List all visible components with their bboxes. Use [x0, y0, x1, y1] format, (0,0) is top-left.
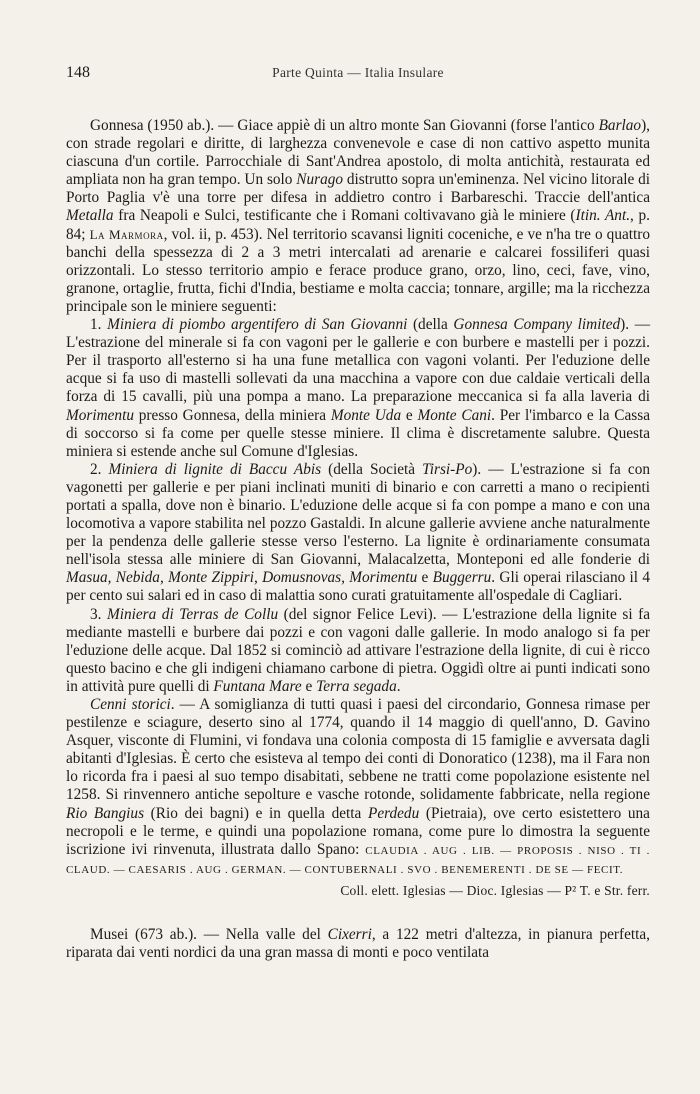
page-header	[66, 64, 650, 86]
page-body	[66, 117, 650, 962]
page-number: 148	[66, 64, 90, 81]
mine-3-paragraph: 3. Miniera di Terras de Collu (del signor Felice Levi). — L'estrazione della lignite si fa mediante mastelli e burbere dai pozzi e con vagoni dalle gallerie. In modo analogo si fa per l'eduzione delle acque. Dal 1852 si cominciò ad attivare l'estrazione della lignite, di cui è ricco questo bacino e che gli indigeni chiamano carbone di pietra. Oggidì oltre ai punti indicati sono in attività pure quelli di Funtana Mare e Terra segada.	[66, 605, 650, 695]
musei-paragraph: Musei (673 ab.). — Nella valle del Cixerri, a 122 metri d'altezza, in pianura perfetta, riparata dai venti nordici da una gran massa di monti e poco ventilata	[66, 926, 650, 962]
mine-2-paragraph: 2. Miniera di lignite di Baccu Abis (della Società Tirsi-Po). — L'estrazione si fa con vagonetti per gallerie e per piani inclinati muniti di binario e con carretti a mano o recipienti portati a spalla, dove non è binario. L'eduzione delle acque si fa con pompe a mano e con una locomotiva a vapore stabilita nel pozzo Gastaldi. In alcune gallerie avviene anche naturalmente per la pendenza delle gallerie stesse verso l'esterno. La lignite è ordinariamente consumata nell'isola stessa alle miniere di San Giovanni, Malacalzetta, Monteponi ed alle fonderie di Masua, Nebida, Monte Zippiri, Domusnovas, Morimentu e Buggerru. Gli operai rilasciano il 4 per cento sui salari ed in caso di malattia sono curati gratuitamente all'ospedale di Cagliari.	[66, 460, 650, 605]
inscription: CLAUDIA . AUG . LIB. — PROPOSIS . NISO . TI . CLAUD. — CAESARIS . AUG . GERMAN. — CONTUBERNALI . SVO . BENEMERENTI . DE SE — FECIT.	[66, 844, 650, 876]
gonnesa-paragraph: Gonnesa (1950 ab.). — Giace appiè di un altro monte San Giovanni (forse l'antico Barlao), con strade regolari e diritte, di larghezza convenevole e case di non cattivo aspetto munita ciascuna d'un cortile. Parrocchiale di Sant'Andrea apostolo, di molta antichità, restaurata ed ampliata non ha gran tempo. Un solo Nurago distrutto sopra un'eminenza. Nel vicino litorale di Porto Paglia v'è una torre per difesa in addietro contro i Barbareschi. Traccie dell'antica Metalla fra Neapoli e Sulci, testificante che i Romani coltivavano già le miniere (Itin. Ant., p. 84; La Marmora, vol. ii, p. 453). Nel territorio scavansi ligniti coceniche, e ve n'ha tre o quattro banchi della spessezza di 2 a 3 metri intercalati ad arenarie e calcarei fossiliferi quasi orizzontali. Lo stesso territorio ampio e ferace produce grano, orzo, lino, ceci, fave, vino, granone, ortaglie, frutta, fichi d'India, bestiame e molta caccia; tonnare, argille; ma la ricchezza principale son le miniere seguenti:	[66, 117, 650, 315]
running-title: Parte Quinta — Italia Insulare	[272, 65, 444, 80]
history-paragraph: Cenni storici. — A somiglianza di tutti quasi i paesi del circondario, Gonnesa rimase per pestilenze e sciagure, deserto sino al 1774, quando il 14 maggio di quell'anno, D. Gavino Asquer, visconte di Flumini, vi fondava una colonia composta di 15 famiglie e avversata dagli abitanti d'Iglesias. È certo che esisteva al tempo dei conti di Donoratico (1238), ma il Fara non lo ricorda fra i paesi al suo tempo disabitati, sebbene ne tratti come popolazione esistente nel 1258. Si rinvennero antiche sepolture e vasche rotonde, solidamente fabbricate, nella regione Rio Bangius (Rio dei bagni) e in quella detta Perdedu (Pietraia), ove certo esistettero una necropoli e le terme, e quindi una popolazione romana, come pure lo dimostra la seguente iscrizione ivi rinvenuta, illustrata dallo Spano: CLAUDIA . AUG . LIB. — PROPOSIS . NISO . TI . CLAUD. — CAESARIS . AUG . GERMAN. — CONTUBERNALI . SVO . BENEMERENTI . DE SE — FECIT.	[66, 696, 650, 876]
administrative-footline: Coll. elett. Iglesias — Dioc. Iglesias — P² T. e Str. ferr.	[340, 882, 650, 898]
section-gap	[66, 900, 650, 926]
mine-1-paragraph: 1. Miniera di piombo argentifero di San Giovanni (della Gonnesa Company limited). — L'estrazione del minerale si fa con vagoni per le gallerie e con burbere e mastelli per i pozzi. Per il trasporto all'esterno si ha una fune metallica con vagoni volanti. Per l'eduzione delle acque si fa uso di mastelli sollevati da una macchina a vapore con due caldaie verticali della forza di 15 cavalli, più una pompa a mano. La preparazione meccanica si fa alla laveria di Morimentu presso Gonnesa, della miniera Monte Uda e Monte Cani. Per l'imbarco e la Cassa di soccorso si fa come per quelle stesse miniere. Il clima è discretamente salubre. Questa miniera si estende anche sul Comune d'Iglesias.	[66, 316, 650, 460]
